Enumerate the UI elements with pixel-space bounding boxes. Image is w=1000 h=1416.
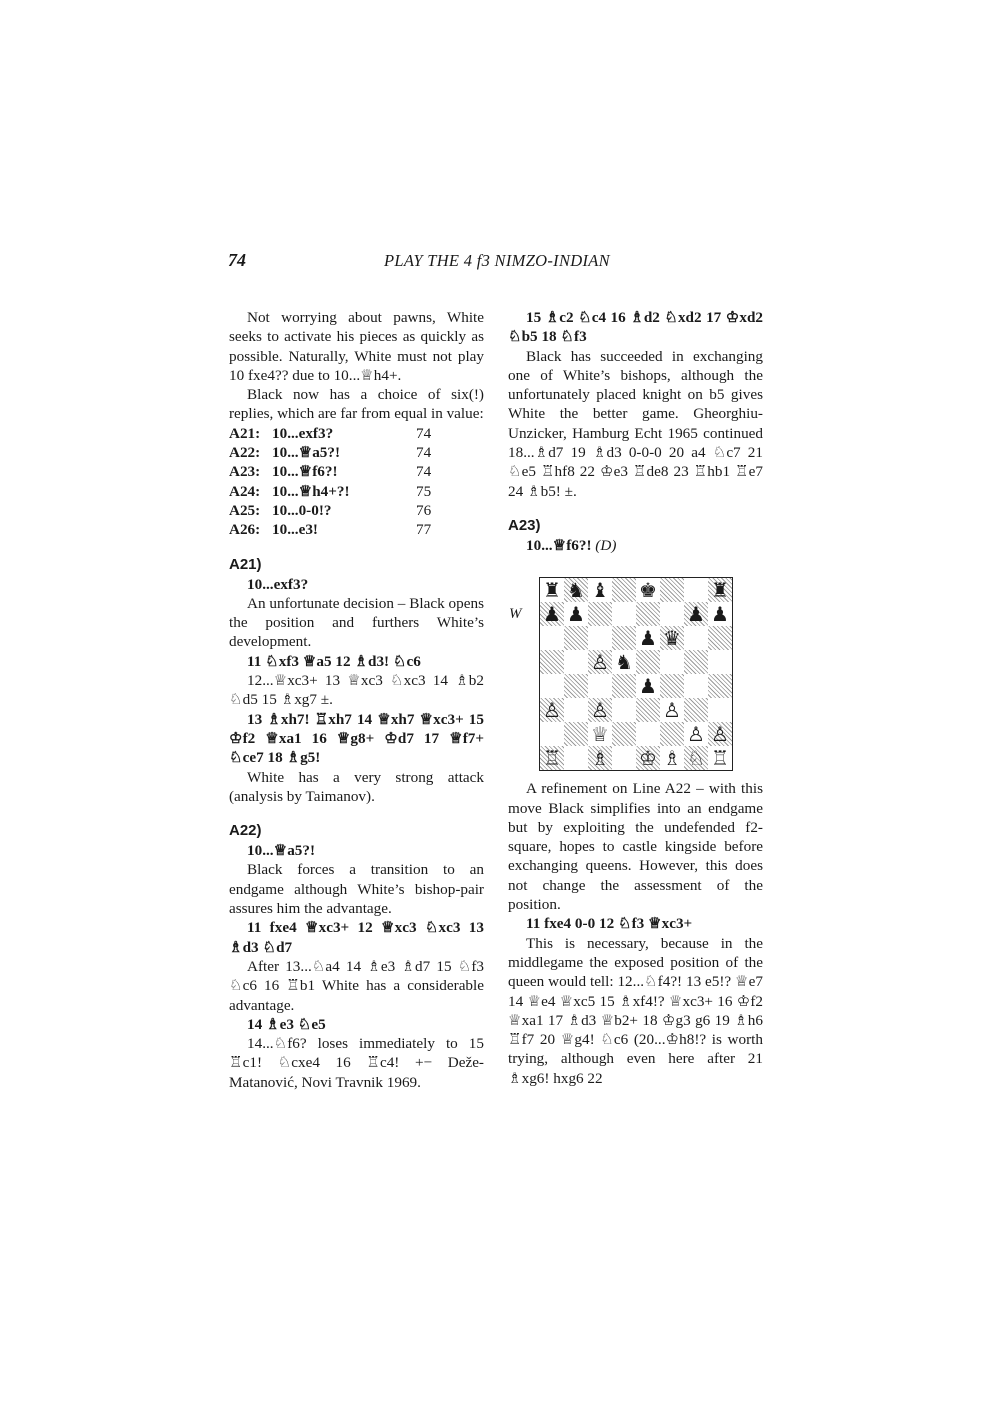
index-code: A24: bbox=[229, 482, 261, 500]
index-page: 74 bbox=[416, 424, 432, 442]
side-to-move-label: W bbox=[509, 606, 522, 623]
board-square bbox=[636, 626, 660, 650]
board-square bbox=[588, 722, 612, 746]
right-column bbox=[508, 308, 763, 1088]
a21-commentary: An unfortunate decision – Black opens the position and furthers White’s development. bbox=[229, 594, 484, 651]
board-square bbox=[684, 650, 708, 674]
board-square bbox=[564, 602, 588, 626]
chess-piece-icon: ♝ bbox=[591, 578, 609, 603]
board-square bbox=[636, 698, 660, 722]
board-square bbox=[540, 650, 564, 674]
board-square bbox=[588, 578, 612, 602]
board-square bbox=[540, 722, 564, 746]
a21-moves-2: 13 ♗xh7! ♖xh7 14 ♕xh7 ♕xc3+ 15 ♔f2 ♕xa1 16 ♕g8+ ♔d7 17 ♕f7+ ♘ce7 18 ♗g5! bbox=[229, 710, 484, 767]
index-page: 74 bbox=[416, 444, 432, 462]
board-square bbox=[708, 626, 732, 650]
index-row bbox=[229, 443, 459, 462]
board-square bbox=[708, 722, 732, 746]
chess-piece-icon: ♘ bbox=[687, 746, 705, 771]
board-square bbox=[588, 626, 612, 650]
index-move: 10...exf3? bbox=[272, 424, 334, 442]
board-square bbox=[540, 602, 564, 626]
board-square bbox=[636, 602, 660, 626]
board-square bbox=[564, 746, 588, 770]
index-row bbox=[229, 462, 459, 481]
index-page: 76 bbox=[416, 501, 432, 519]
board-square bbox=[564, 698, 588, 722]
chess-piece-icon: ♙ bbox=[663, 698, 681, 723]
board-square bbox=[588, 674, 612, 698]
board-square bbox=[636, 650, 660, 674]
board-square bbox=[684, 626, 708, 650]
a23-moves-1: 11 fxe4 0-0 12 ♘f3 ♕xc3+ bbox=[526, 915, 693, 933]
chess-piece-icon: ♞ bbox=[615, 650, 633, 675]
index-page: 77 bbox=[416, 521, 432, 539]
board-square bbox=[684, 746, 708, 770]
a22-commentary: Black forces a transition to an endgame although White’s bishop-pair assures him the advantage. bbox=[229, 861, 484, 918]
board-square bbox=[588, 746, 612, 770]
index-page: 74 bbox=[416, 463, 432, 481]
index-row bbox=[229, 520, 459, 539]
board-square bbox=[588, 698, 612, 722]
a21-moves-1: 11 ♘xf3 ♕a5 12 ♗d3! ♘c6 bbox=[247, 652, 421, 670]
chess-piece-icon: ♜ bbox=[543, 578, 561, 603]
board-square bbox=[708, 674, 732, 698]
chess-piece-icon: ♟ bbox=[687, 602, 705, 627]
board-square bbox=[564, 674, 588, 698]
chess-piece-icon: ♙ bbox=[711, 722, 729, 747]
chess-piece-icon: ♗ bbox=[663, 746, 681, 771]
chess-piece-icon: ♟ bbox=[711, 602, 729, 627]
a23-move-text: 10...♕f6?! bbox=[526, 536, 592, 554]
a22-game-commentary: Black has succeeded in exchanging one of White’s bishops, although the unfortunately placed knight on b5 gives White the better game. Gheorghiu-Unzicker, Hamburg Echt 1965 continued 18...♗d7 19 ♗d3 0-0-0 20 a4 ♘c7 21 ♘e5 ♖hf8 22 ♔e3 ♖de8 23 ♖hb1 ♖e7 24 ♗b5! ±. bbox=[508, 347, 763, 500]
chess-piece-icon: ♞ bbox=[567, 578, 585, 603]
board-square bbox=[660, 578, 684, 602]
board-square bbox=[612, 674, 636, 698]
board-square bbox=[684, 602, 708, 626]
board-square bbox=[708, 650, 732, 674]
board-square bbox=[636, 578, 660, 602]
board-square bbox=[660, 626, 684, 650]
board-square bbox=[612, 746, 636, 770]
chess-piece-icon: ♙ bbox=[591, 650, 609, 675]
index-move: 10...0-0!? bbox=[272, 501, 332, 519]
index-move: 10...e3! bbox=[272, 521, 318, 539]
board-square bbox=[612, 698, 636, 722]
board-square bbox=[708, 578, 732, 602]
chess-piece-icon: ♟ bbox=[639, 626, 657, 651]
board-square bbox=[540, 674, 564, 698]
board-square bbox=[708, 602, 732, 626]
board-square bbox=[612, 602, 636, 626]
board-square bbox=[708, 698, 732, 722]
board-square bbox=[684, 722, 708, 746]
board-square bbox=[684, 674, 708, 698]
board-square bbox=[612, 722, 636, 746]
index-code: A22: bbox=[229, 444, 261, 462]
board-square bbox=[564, 722, 588, 746]
board-square bbox=[540, 746, 564, 770]
board-square bbox=[588, 650, 612, 674]
board-square bbox=[636, 746, 660, 770]
board-square bbox=[684, 578, 708, 602]
board-square bbox=[588, 602, 612, 626]
board-square bbox=[564, 650, 588, 674]
index-code: A21: bbox=[229, 424, 261, 442]
section-heading-a21: A21) bbox=[229, 555, 262, 573]
board-square bbox=[564, 626, 588, 650]
chess-piece-icon: ♖ bbox=[711, 746, 729, 771]
index-row bbox=[229, 482, 459, 501]
a21-main-move: 10...exf3? bbox=[247, 575, 309, 593]
section-heading-a22: A22) bbox=[229, 822, 262, 840]
index-move: 10...♕f6?! bbox=[272, 463, 338, 481]
a22-main-move: 10...♕a5?! bbox=[247, 842, 316, 860]
chess-piece-icon: ♙ bbox=[687, 722, 705, 747]
index-page: 75 bbox=[416, 482, 432, 500]
chess-piece-icon: ♖ bbox=[543, 746, 561, 771]
chess-piece-icon: ♟ bbox=[639, 674, 657, 699]
index-row bbox=[229, 424, 459, 443]
board-square bbox=[636, 674, 660, 698]
board-square bbox=[564, 578, 588, 602]
chess-piece-icon: ♟ bbox=[567, 602, 585, 627]
board-square bbox=[612, 650, 636, 674]
board-square bbox=[660, 746, 684, 770]
a23-commentary: A refinement on Line A22 – with this move Black simplifies into an endgame but by exploiting the undefended f2-square, hopes to castle kingside before exchanging queens. However, this does not change the assessment of the position. bbox=[508, 780, 763, 914]
a22-conclusion: 14...♘f6? loses immediately to 15 ♖c1! ♘cxe4 16 ♖c4! +− Deže-Matanović, Novi Travnik 1969. bbox=[229, 1035, 484, 1091]
a23-analysis: This is necessary, because in the middlegame the exposed position of the queen would tell: 12...♘f4?! 13 e5!? ♕e7 14 ♕e4 ♕xc5 15 ♗xf4!? ♕xc3+ 16 ♔f2 ♕xa1 17 ♗d3 ♕b2+ 18 ♔g3 g6 19 ♗h6 ♖f7 20 ♕g4! ♘c6 (20...♔h8!? is worth trying, although even here after 21 ♗xg6! hxg6 22 bbox=[508, 934, 763, 1087]
choice-paragraph: Black now has a choice of six(!) replies, which are far from equal in value: bbox=[229, 386, 484, 423]
chess-piece-icon: ♟ bbox=[543, 602, 561, 627]
left-column bbox=[229, 308, 484, 1092]
chess-piece-icon: ♚ bbox=[639, 578, 657, 603]
chess-piece-icon: ♕ bbox=[591, 722, 609, 747]
index-row bbox=[229, 501, 459, 520]
a22-subvariation: After 13...♘a4 14 ♗e3 ♗d7 15 ♘f3 ♘c6 16 ♖b1 White has a considerable advantage. bbox=[229, 957, 484, 1014]
board-square bbox=[660, 674, 684, 698]
board-square bbox=[540, 698, 564, 722]
index-code: A25: bbox=[229, 501, 261, 519]
a22-moves-2: 14 ♗e3 ♘e5 bbox=[247, 1015, 326, 1033]
index-move: 10...♕h4+?! bbox=[272, 482, 350, 500]
chess-piece-icon: ♜ bbox=[711, 578, 729, 603]
intro-paragraph: Not worrying about pawns, White seeks to activate his pieces as quickly as possible. Naturally, White must not play 10 fxe4?? due to 10...♕h4+. bbox=[229, 309, 484, 384]
board-square bbox=[636, 722, 660, 746]
diagram-marker: (D) bbox=[595, 536, 617, 554]
a22-continuation-moves: 15 ♗c2 ♘c4 16 ♗d2 ♘xd2 17 ♔xd2 ♘b5 18 ♘f3 bbox=[508, 309, 763, 346]
board-square bbox=[612, 626, 636, 650]
board-square bbox=[540, 626, 564, 650]
a21-subvariation: 12...♕xc3+ 13 ♕xc3 ♘xc3 14 ♗b2 ♘d5 15 ♗xg7 ±. bbox=[229, 672, 484, 709]
index-move: 10...♕a5?! bbox=[272, 444, 341, 462]
board-square bbox=[684, 698, 708, 722]
chess-piece-icon: ♗ bbox=[591, 746, 609, 771]
chess-diagram bbox=[508, 565, 763, 779]
board-square bbox=[540, 578, 564, 602]
a22-moves-1: 11 fxe4 ♕xc3+ 12 ♕xc3 ♘xc3 13 ♗d3 ♘d7 bbox=[229, 919, 484, 956]
running-title: PLAY THE 4 f3 NIMZO-INDIAN bbox=[384, 251, 610, 270]
index-code: A26: bbox=[229, 521, 261, 539]
section-heading-a23: A23) bbox=[508, 516, 541, 534]
chess-board bbox=[539, 577, 733, 771]
variation-index bbox=[229, 424, 459, 540]
board-square bbox=[660, 698, 684, 722]
chess-piece-icon: ♛ bbox=[663, 626, 681, 651]
board-square bbox=[660, 722, 684, 746]
board-square bbox=[708, 746, 732, 770]
chess-piece-icon: ♙ bbox=[591, 698, 609, 723]
chess-piece-icon: ♔ bbox=[639, 746, 657, 771]
a21-conclusion: White has a very strong attack (analysis by Taimanov). bbox=[229, 768, 484, 805]
index-code: A23: bbox=[229, 463, 261, 481]
chess-piece-icon: ♙ bbox=[543, 698, 561, 723]
board-square bbox=[612, 578, 636, 602]
page-number: 74 bbox=[228, 250, 246, 270]
a23-main-move bbox=[508, 536, 763, 555]
board-square bbox=[660, 602, 684, 626]
board-square bbox=[660, 650, 684, 674]
